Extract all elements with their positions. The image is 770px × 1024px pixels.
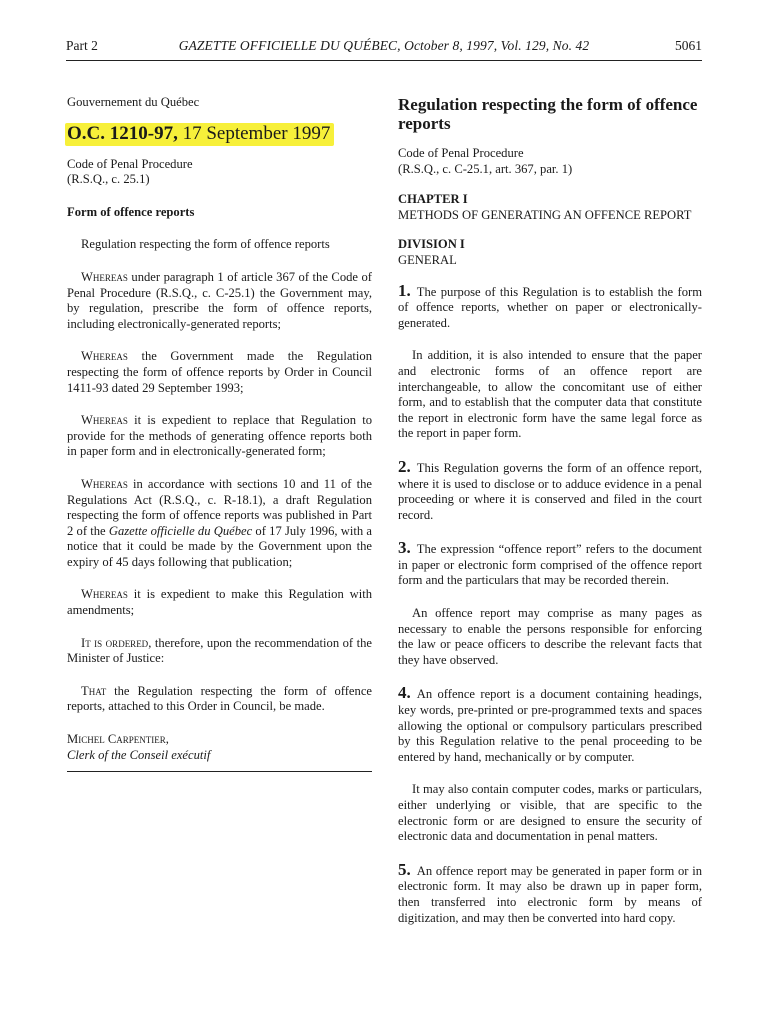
- regulation-title: Regulation respecting the form of offence reports: [398, 95, 698, 133]
- section-number: 2.: [398, 456, 411, 476]
- section-number: 3.: [398, 538, 411, 558]
- section-number: 1.: [398, 280, 411, 300]
- chapter-title: METHODS OF GENERATING AN OFFENCE REPORT: [398, 207, 692, 222]
- section-2: [398, 456, 702, 523]
- order-number: O.C. 1210-97,: [67, 122, 178, 144]
- section-1-paragraph-2: In addition, it is also intended to ensure that the paper and electronic forms of an offence report are interchangeable, to allow the concomitant use of either form, and to establish that the computer data that constitute the report in electronic form have the same legal force as the report in paper form.: [398, 348, 702, 441]
- order-date: 17 September 1997: [182, 122, 331, 144]
- running-header: [66, 38, 702, 56]
- section-text: An offence report is a document containing headings, key words, pre-printed or pre-programmed texts and spaces allowing the optional or compulsory particulars prescribed by this Regulation relative to the penal proceeding to be entered by hand, mechanically or by computer.: [398, 687, 702, 764]
- whereas-label: Whereas: [81, 476, 128, 491]
- whereas-label: Whereas: [81, 413, 128, 428]
- subject-heading: Form of offence reports: [67, 204, 195, 219]
- whereas-paragraph-4: [67, 477, 372, 571]
- that-text: the Regulation respecting the form of offence reports, attached to this Order in Council, be made.: [67, 683, 372, 714]
- chapter-heading: [398, 192, 702, 223]
- that-paragraph: [67, 684, 372, 715]
- whereas-label: Whereas: [81, 587, 128, 602]
- whereas-text: the Government made the Regulation respecting the form of offence reports by Order in Council 1411-93 dated 29 September 1993;: [67, 349, 372, 395]
- that-label: That: [81, 683, 107, 698]
- whereas-text: of 17 July 1996, with a notice that it could be made by the Government upon the expiry of 45 days following that publication;: [67, 523, 372, 569]
- division-heading: [398, 237, 702, 268]
- whereas-paragraph-2: [67, 349, 372, 396]
- ordered-text: , therefore, upon the recommendation of the Minister of Justice:: [67, 635, 372, 666]
- code-reference: [398, 146, 702, 177]
- section-number: 5.: [398, 859, 411, 879]
- code-line-2: (R.S.Q., c. C-25.1, art. 367, par. 1): [398, 161, 573, 176]
- signature-block: [67, 732, 372, 772]
- section-text: An offence report may be generated in paper form or in electronic form. It may also be drawn up in paper form, then transferred into electronic form by means of digitization, and may then be converted into hard copy.: [398, 863, 702, 925]
- division-title: GENERAL: [398, 252, 457, 267]
- section-3: [398, 540, 702, 589]
- code-line-2: (R.S.Q., c. 25.1): [67, 172, 150, 187]
- gazette-name: Gazette officielle du Québec: [108, 523, 253, 538]
- section-4-paragraph-2: It may also contain computer codes, marks or particulars, either underlying or visible, that are specific to the electronic form or are designed to ensure the security of electronic data and documentation in penal matters.: [398, 782, 702, 844]
- whereas-label: Whereas: [81, 269, 128, 284]
- division-label: DIVISION I: [398, 237, 465, 252]
- signatory-title: Clerk of the Conseil exécutif: [67, 747, 211, 762]
- order-in-council-heading: [65, 123, 334, 146]
- right-column: [398, 95, 702, 943]
- gazette-title: GAZETTE OFFICIELLE DU QUÉBEC, October 8, 1997, Vol. 129, No. 42: [178, 38, 590, 53]
- signature-rule: [67, 771, 372, 772]
- government-label: Gouvernement du Québec: [67, 95, 200, 109]
- section-1: [398, 280, 702, 332]
- whereas-label: Whereas: [81, 349, 128, 364]
- whereas-text: it is expedient to replace that Regulation to provide for the methods of generating offence reports both in paper form and in electronically-generated form;: [67, 413, 372, 459]
- section-4: [398, 685, 702, 765]
- header-rule: [66, 60, 702, 61]
- whereas-paragraph-5: [67, 587, 372, 618]
- code-line-1: Code of Penal Procedure: [398, 146, 524, 160]
- page-number: 5061: [675, 38, 702, 53]
- code-line-1: Code of Penal Procedure: [67, 156, 193, 171]
- chapter-label: CHAPTER I: [398, 192, 468, 207]
- section-text: The purpose of this Regulation is to establish the form of offence reports, whether on paper or electronically-generated.: [398, 284, 702, 330]
- section-5: [398, 859, 702, 926]
- left-column: [67, 95, 372, 772]
- ordered-label: It is ordered: [81, 635, 149, 650]
- section-3-paragraph-2: An offence report may comprise as many pages as necessary to enable the persons responsible for enforcing the law or peace officers to describe the relevant facts that they have observed.: [398, 606, 702, 667]
- signatory-name: Michel Carpentier,: [67, 732, 169, 747]
- ordered-paragraph: [67, 636, 372, 667]
- whereas-text: it is expedient to make this Regulation with amendments;: [67, 587, 372, 618]
- regulation-title-line: Regulation respecting the form of offence reports: [81, 237, 330, 252]
- whereas-text: in accordance with sections 10 and 11 of the Regulations Act (R.S.Q., c. R-18.1), a draft Regulation respecting the form of offence reports was published in Part 2 of the: [67, 476, 372, 538]
- code-reference: [67, 157, 372, 188]
- section-text: This Regulation governs the form of an offence report, where it is used to disclose or to adduce evidence in a penal proceeding or where it is conserved and filed in the court record.: [398, 460, 702, 522]
- section-number: 4.: [398, 683, 411, 703]
- whereas-paragraph-3: [67, 413, 372, 460]
- section-text: The expression “offence report” refers to the document in paper or electronic form comprised of the offence report form and the particulars that may be recorded therein.: [398, 542, 702, 588]
- whereas-paragraph-1: [67, 270, 372, 332]
- part-label: Part 2: [66, 38, 98, 53]
- whereas-text: under paragraph 1 of article 367 of the Code of Penal Procedure (R.S.Q., c. C-25.1) the Government may, by regulation, prescribe the form of offence reports, including electronically-generated reports;: [67, 269, 372, 331]
